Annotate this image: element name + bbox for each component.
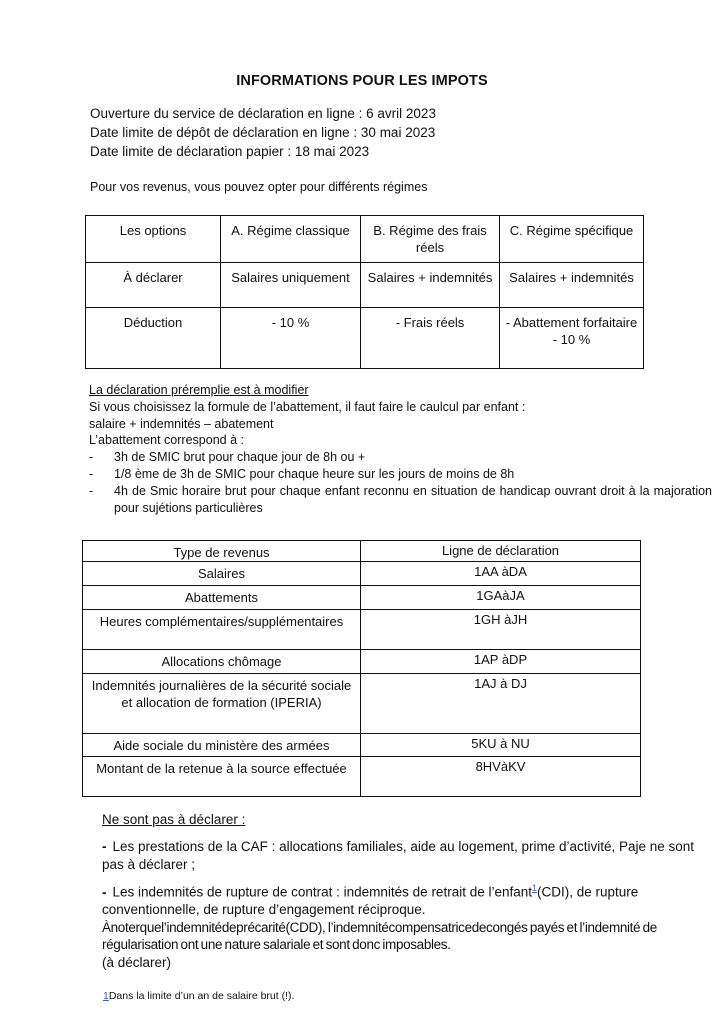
item-text: (à déclarer) xyxy=(102,954,172,970)
table-cell: Déduction xyxy=(86,308,221,369)
cell-text: - Abattement forfaitaire xyxy=(505,315,638,330)
table-row xyxy=(83,650,641,674)
not-declared-item xyxy=(102,838,714,873)
table-header-cell: Type de revenus xyxy=(83,541,361,562)
list-item: - 1/8 ème de 3h de SMIC pour chaque heure sur les jours de moins de 8h xyxy=(89,466,712,483)
abattement-list xyxy=(89,449,712,516)
not-declared-heading: Ne sont pas à déclarer : xyxy=(102,812,246,827)
table-cell: Indemnités journalières de la sécurité sociale et allocation de formation (IPERIA) xyxy=(83,674,361,734)
table-row xyxy=(83,562,641,586)
table-cell: 1GAàJA xyxy=(361,586,641,610)
declaration-section xyxy=(89,382,712,516)
regimes-lead: Pour vos revenus, vous pouvez opter pour différents régimes xyxy=(90,180,428,194)
table-cell: - 10 % xyxy=(221,308,361,369)
table-row xyxy=(83,734,641,757)
table-cell: Allocations chômage xyxy=(83,650,361,674)
footnote xyxy=(103,990,294,1002)
declaration-line: L’abattement correspond à : xyxy=(89,433,244,448)
table-cell: Salaires + indemnités xyxy=(361,263,500,308)
cell-text: - 10 % xyxy=(552,332,591,347)
footnote-text: Dans la limite d’un an de salaire brut (!). xyxy=(108,990,295,1002)
table-header-cell: Les options xyxy=(86,216,221,263)
table-row xyxy=(83,610,641,650)
declaration-line: Si vous choisissez la formule de l’abattement, il faut faire le caulcul par enfant : xyxy=(89,399,526,414)
table-cell: Salaires uniquement xyxy=(221,263,361,308)
table-cell: Salaires + indemnités xyxy=(500,263,644,308)
item-text: Ànoterquel’indemnitédeprécarité(CDD), l’indemnitécompensatricedecongés payés et l’indemnité de régularisation ont une nature salariale et sont donc imposables. xyxy=(102,919,657,952)
table-row xyxy=(83,541,641,562)
intro-line: Ouverture du service de déclaration en ligne : 6 avril 2023 xyxy=(90,106,436,121)
table-cell: 5KU à NU xyxy=(361,734,641,757)
options-table xyxy=(85,215,644,369)
declaration-line: salaire + indemnités – abatement xyxy=(89,416,274,431)
table-cell: Abattements xyxy=(83,586,361,610)
intro-line: Date limite de déclaration papier : 18 mai 2023 xyxy=(90,144,370,159)
dash-marker: - xyxy=(102,884,107,900)
table-cell: Montant de la retenue à la source effectuée xyxy=(83,757,361,797)
table-header-cell: Ligne de déclaration xyxy=(361,541,641,562)
list-item: - 3h de SMIC brut pour chaque jour de 8h ou + xyxy=(89,449,712,466)
table-row xyxy=(83,586,641,610)
table-cell: Salaires xyxy=(83,562,361,586)
table-header-cell: C. Régime spécifique xyxy=(500,216,644,263)
table-row xyxy=(86,216,644,263)
table-cell: - Frais réels xyxy=(361,308,500,369)
item-text: Les indemnités de rupture de contrat : indemnités de retrait de l’enfant xyxy=(112,884,532,900)
table-cell: 8HVàKV xyxy=(361,757,641,797)
item-text: Les prestations de la CAF : allocations familiales, aide au logement, prime d’activité, Paje ne sont pas à déclarer ; xyxy=(102,839,695,872)
intro-line: Date limite de dépôt de déclaration en ligne : 30 mai 2023 xyxy=(90,125,436,140)
dash-marker: - xyxy=(102,839,107,854)
table-row xyxy=(83,757,641,797)
table-row xyxy=(83,674,641,734)
table-row xyxy=(86,308,644,369)
item-text: (CDI), de rupture conventionnelle, de rupture d’engagement réciproque. xyxy=(102,884,639,917)
table-row xyxy=(86,263,644,308)
table-header-cell: B. Régime des frais réels xyxy=(361,216,500,263)
table-cell: 1AP àDP xyxy=(361,650,641,674)
table-cell: À déclarer xyxy=(86,263,221,308)
table-cell xyxy=(500,308,644,369)
not-declared-item xyxy=(102,880,714,971)
table-cell: 1AA àDA xyxy=(361,562,641,586)
table-header-cell: A. Régime classique xyxy=(221,216,361,263)
footnote-number[interactable]: 1 xyxy=(103,990,109,1002)
table-cell: Heures complémentaires/supplémentaires xyxy=(83,610,361,650)
table-cell: 1GH àJH xyxy=(361,610,641,650)
table-cell: 1AJ à DJ xyxy=(361,674,641,734)
intro-block xyxy=(90,104,436,161)
table-cell: Aide sociale du ministère des armées xyxy=(83,734,361,757)
declaration-heading: La déclaration préremplie est à modifier xyxy=(89,383,309,397)
footnote-reference[interactable]: 1 xyxy=(532,883,538,893)
revenue-table xyxy=(82,540,641,797)
page-title: INFORMATIONS POUR LES IMPOTS xyxy=(236,73,488,89)
list-item: - 4h de Smic horaire brut pour chaque enfant reconnu en situation de handicap ouvrant droit à la majoration pour sujétions particulières xyxy=(89,483,712,517)
